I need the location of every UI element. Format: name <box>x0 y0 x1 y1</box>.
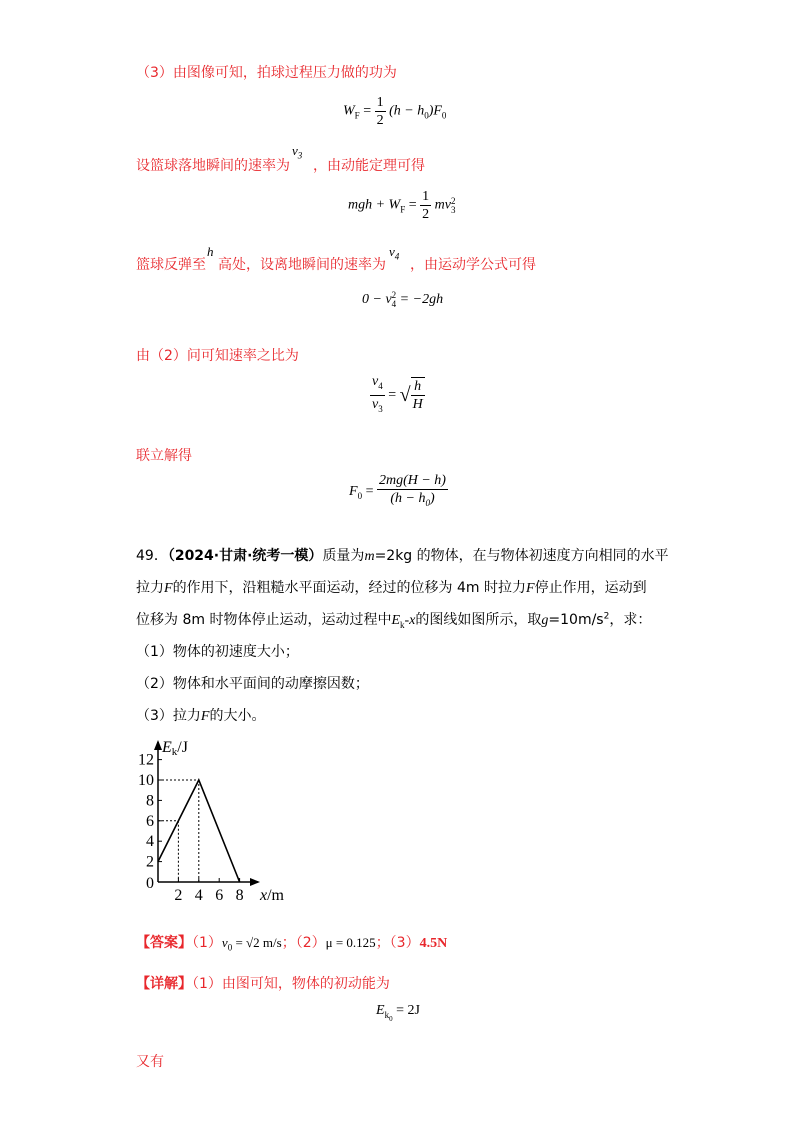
answer-tag: 【答案】 <box>136 935 192 951</box>
x-tick-label: 8 <box>235 887 244 904</box>
part3-line4: 由（2）问可知速率之比为 <box>136 348 299 364</box>
y-tick-label: 12 <box>138 751 154 769</box>
eq-term: F <box>349 484 358 500</box>
fraction-v4-v3 <box>370 373 385 418</box>
text-segment: 的大小。 <box>209 708 266 724</box>
eq-sign: = <box>365 484 377 500</box>
y-tick-label: 10 <box>138 772 154 789</box>
question-49-line3 <box>136 609 651 630</box>
symbol-E: E <box>391 613 401 628</box>
fraction-h-H <box>411 377 425 413</box>
text-segment: =10m/s <box>548 612 604 628</box>
eq-term: mv <box>434 197 451 213</box>
text-segment: 停止作用，运动到 <box>534 580 647 596</box>
eq-symbol: W <box>343 103 355 119</box>
detail-line <box>136 973 390 993</box>
eq-sub: 0 <box>389 1014 393 1023</box>
frac-den: ) <box>429 491 435 506</box>
part3-line2-tail: ，由动能定理可得 <box>313 158 425 174</box>
x-axis-label: x/m <box>260 887 284 904</box>
symbol-F: F <box>164 581 173 596</box>
frac-den: (h − h <box>390 491 426 506</box>
symbol-F: F <box>526 581 535 596</box>
answer-line <box>136 932 447 953</box>
x-tick-label: 4 <box>194 887 203 904</box>
fraction-F0 <box>377 472 448 512</box>
answer-mu: μ = 0.125 <box>325 935 376 950</box>
x-tick-label: 2 <box>174 887 183 904</box>
eq-sub: 0 <box>441 110 447 121</box>
eq-term: (h − h <box>389 103 425 119</box>
part3-line5: 联立解得 <box>136 448 192 464</box>
equation-energy-theorem <box>348 188 455 223</box>
sqrt-sign: √ <box>399 383 411 406</box>
frac-num: v <box>372 374 379 389</box>
eq-sub: k <box>384 1009 390 1020</box>
y-tick-label: 2 <box>146 853 154 871</box>
origin-label: 0 <box>146 875 154 892</box>
equation-speed-ratio <box>370 373 425 418</box>
eq-term: = −2gh <box>396 292 444 308</box>
x-axis-arrow <box>250 878 260 886</box>
question-49-line2 <box>136 577 647 597</box>
question-49-sub1: （1）物体的初速度大小； <box>136 644 299 660</box>
frac-den: 2 <box>376 113 384 128</box>
eq-sub: 3 <box>378 403 383 414</box>
fraction-half <box>375 94 386 129</box>
eq-sub: 3 <box>450 204 456 215</box>
eq-term: = 2J <box>392 1003 420 1018</box>
part3-line2 <box>136 155 290 175</box>
frac-num: h <box>411 378 425 396</box>
guide-layer <box>158 780 199 882</box>
eq-sub: 0 <box>357 490 363 501</box>
symbol-m: m <box>364 549 375 564</box>
equation-work-force: $W_F$ = $\frac{1}{2}$ $(h - h_0)F_0$ <box>343 95 447 128</box>
symbol-sup: 2 <box>603 611 610 622</box>
eq-sup: 2 <box>450 195 456 206</box>
part3-intro: （3）由图像可知，拍球过程压力做的功为 <box>136 65 397 81</box>
y-tick-label: 6 <box>146 812 154 830</box>
frac-num: 2mg(H − h) <box>378 473 446 488</box>
question-49-sub2: （2）物体和水平面间的动摩擦因数； <box>136 676 369 692</box>
symbol-sub: k <box>400 619 405 630</box>
eq-term: mgh + W <box>348 197 401 213</box>
symbol-g: g <box>541 613 549 628</box>
answer-v0: $v_0 = √2$ m/s <box>221 935 282 953</box>
eq-sup: 2 <box>391 290 397 300</box>
answer-part-label: （1） <box>192 935 222 951</box>
text-segment: =2kg 的物体，在与物体初速度方向相同的水平 <box>374 548 669 564</box>
eq-sub: F <box>400 204 406 215</box>
question-49-line1 <box>136 545 669 565</box>
eq-sub: 4 <box>391 299 397 309</box>
text-segment: 的图线如图所示，取 <box>415 612 542 628</box>
equation-F0 <box>349 472 448 512</box>
eq-term: 0 − v <box>362 292 392 308</box>
fraction-half <box>420 188 431 223</box>
eq-sign: = <box>388 387 400 403</box>
equation-kinematics <box>362 291 443 309</box>
symbol-v4: $v_4$ <box>389 244 400 262</box>
detail-tag: 【详解】 <box>136 976 192 992</box>
text-segment: （3）拉力 <box>136 708 201 724</box>
part3-line3-mid: 高处，设离地瞬间的速率为 <box>218 257 386 273</box>
eq-sub: F <box>354 110 360 121</box>
equation-initial-ek <box>376 1003 420 1023</box>
series-line-ek <box>158 780 240 882</box>
detail-text: （1）由图可知，物体的初动能为 <box>192 976 390 992</box>
part3-line3: 篮球反弹至 <box>136 257 206 273</box>
part3-line3-tail: ，由运动学公式可得 <box>410 257 536 273</box>
x-tick-label: 6 <box>215 887 224 904</box>
eq-sign: = <box>408 197 421 213</box>
symbol-F: F <box>200 709 210 724</box>
frac-num: 1 <box>422 189 430 204</box>
text-segment: 的作用下，沿粗糙水平面运动，经过的位移为 4m 时拉力 <box>172 580 527 596</box>
frac-den: H <box>412 397 423 413</box>
eq-sub: 0 <box>424 110 429 121</box>
symbol-h: h <box>207 244 214 259</box>
eq-term: E <box>376 1003 385 1018</box>
ek-x-chart <box>130 732 290 908</box>
eq-sub: 4 <box>378 380 383 391</box>
y-tick-label: 4 <box>146 833 154 851</box>
detail-last-line: 又有 <box>136 1054 164 1070</box>
y-axis-arrow <box>154 740 162 750</box>
symbol-x: -x <box>404 613 416 628</box>
frac-den: 2 <box>422 207 430 222</box>
eq-term: )F <box>428 103 442 119</box>
text-segment: ，求： <box>609 612 652 628</box>
eq-sub: 0 <box>425 497 430 508</box>
text-segment: 拉力 <box>136 580 164 596</box>
y-axis-label: Ek/J <box>162 739 188 758</box>
question-source: （2024·甘肃·统考一模） <box>167 548 323 564</box>
frac-den: v <box>372 396 379 412</box>
frac-num: 1 <box>376 95 384 110</box>
answer-part-label: ；（3） <box>375 935 420 951</box>
symbol-v3: $v_3$ <box>292 143 303 161</box>
y-tick-label: 8 <box>146 792 154 810</box>
answer-force: 4.5N <box>419 936 448 951</box>
text-segment: 质量为 <box>322 548 365 564</box>
answer-part-label: ；（2） <box>281 935 326 951</box>
question-49-sub3 <box>136 705 265 725</box>
text-segment: 设篮球落地瞬间的速率为 <box>136 158 290 174</box>
text-segment: 位移为 8m 时物体停止运动，运动过程中 <box>136 612 392 628</box>
question-number: 49． <box>136 548 168 564</box>
